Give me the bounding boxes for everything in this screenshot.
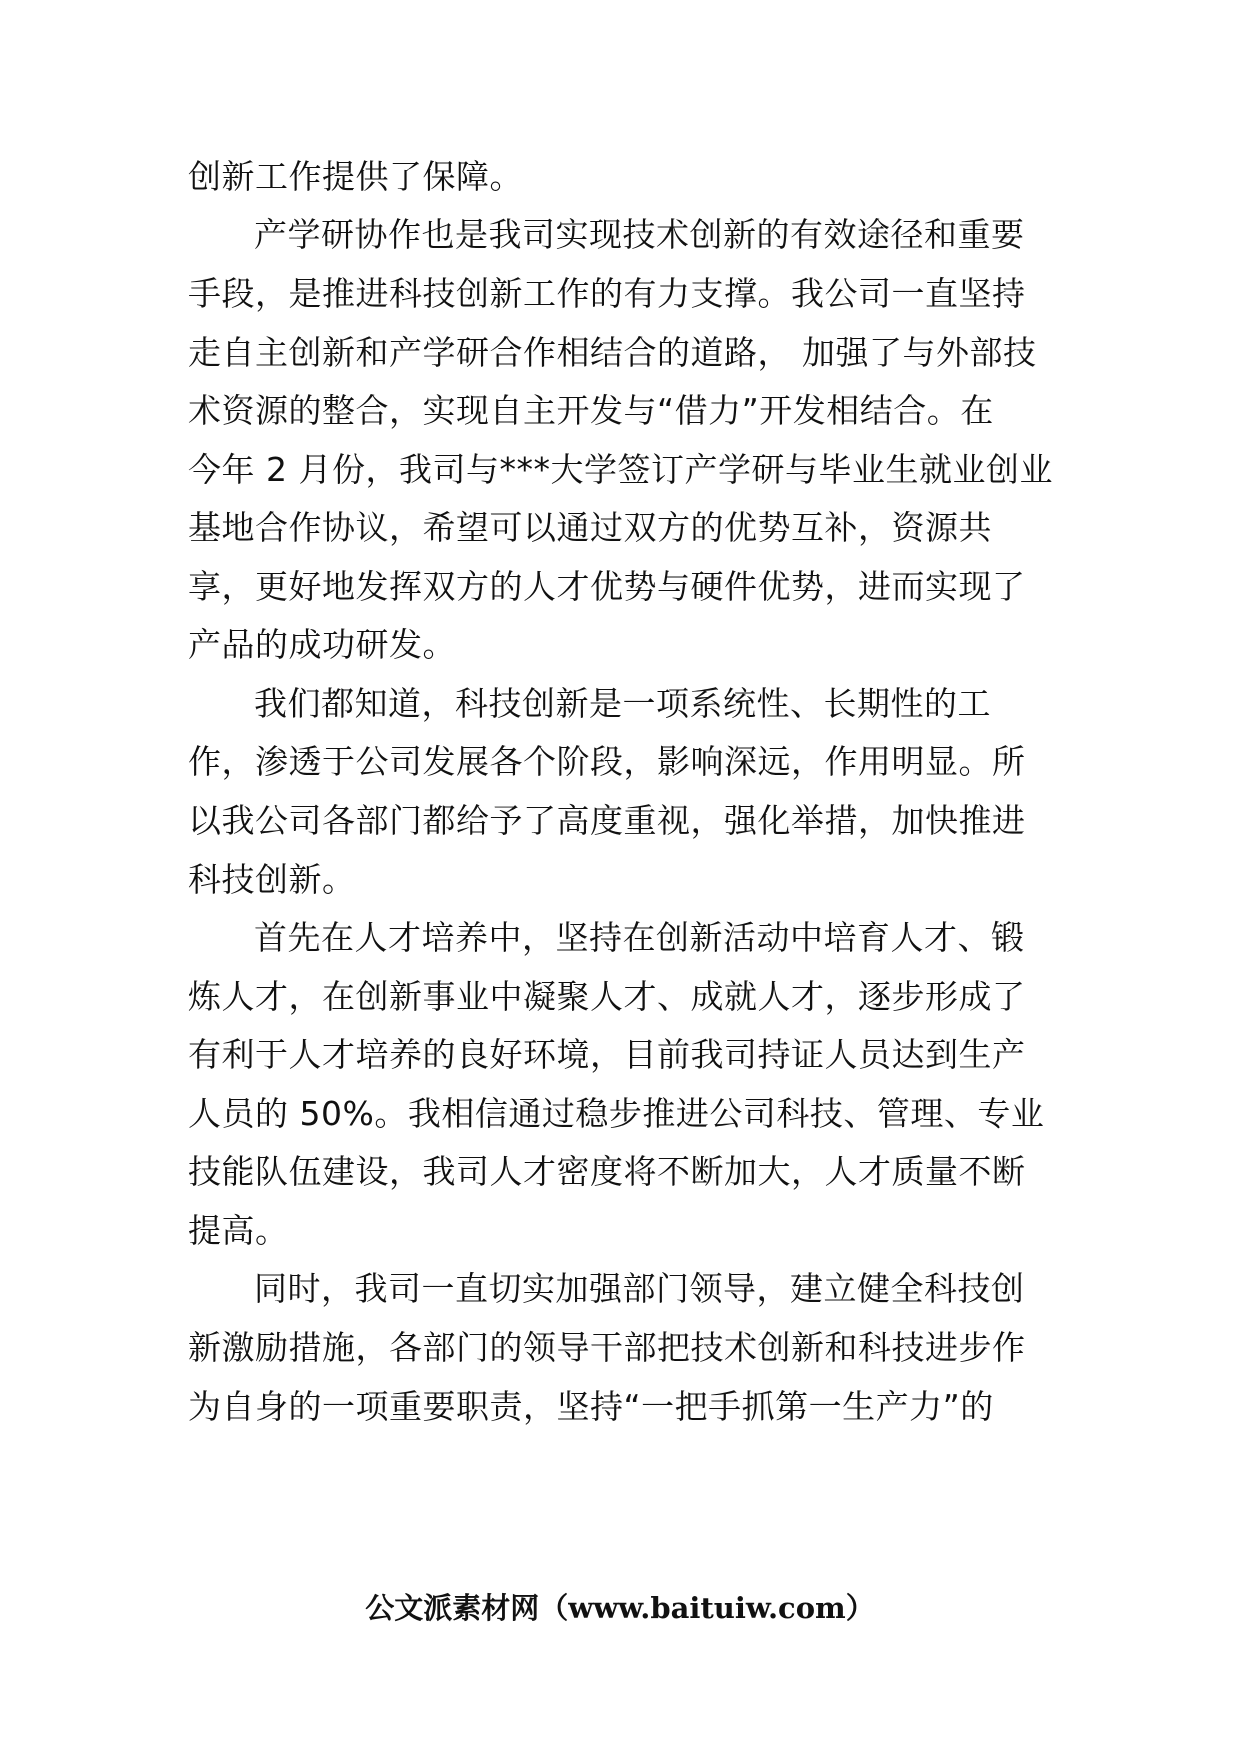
text-line: 首先在人才培养中，坚持在创新活动中培育人才、锻 bbox=[254, 918, 1025, 957]
text-line: 科技创新。 bbox=[188, 860, 356, 899]
text-line: 产学研协作也是我司实现技术创新的有效途径和重要 bbox=[254, 215, 1025, 254]
text-line: 今年 2 月份，我司与***大学签订产学研与毕业生就业创业 bbox=[188, 450, 1053, 489]
text-line: 作，渗透于公司发展各个阶段，影响深远，作用明显。所 bbox=[188, 742, 1026, 781]
text-line: 技能队伍建设，我司人才密度将不断加大，人才质量不断 bbox=[188, 1152, 1026, 1191]
text-line: 术资源的整合，实现自主开发与“借力”开发相结合。在 bbox=[188, 391, 994, 430]
text-line: 产品的成功研发。 bbox=[188, 625, 456, 664]
text-line: 人员的 50%。我相信通过稳步推进公司科技、管理、专业 bbox=[188, 1094, 1045, 1133]
text-line: 为自身的一项重要职责，坚持“一把手抓第一生产力”的 bbox=[188, 1387, 994, 1426]
text-line: 有利于人才培养的良好环境，目前我司持证人员达到生产 bbox=[188, 1035, 1026, 1074]
text-line: 提高。 bbox=[188, 1211, 289, 1250]
text-line: 同时，我司一直切实加强部门领导，建立健全科技创 bbox=[254, 1269, 1025, 1308]
text-line: 享，更好地发挥双方的人才优势与硬件优势，进而实现了 bbox=[188, 567, 1026, 606]
text-line: 手段，是推进科技创新工作的有力支撑。我公司一直坚持 bbox=[188, 274, 1026, 313]
text-line: 基地合作协议，希望可以通过双方的优势互补，资源共 bbox=[188, 508, 992, 547]
text-line: 创新工作提供了保障。 bbox=[188, 157, 523, 196]
text-line: 新激励措施，各部门的领导干部把技术创新和科技进步作 bbox=[188, 1328, 1026, 1367]
text-line: 炼人才，在创新事业中凝聚人才、成就人才，逐步形成了 bbox=[188, 977, 1026, 1016]
text-line: 以我公司各部门都给予了高度重视，强化举措，加快推进 bbox=[188, 801, 1026, 840]
text-line: 走自主创新和产学研合作相结合的道路， 加强了与外部技 bbox=[188, 333, 1037, 372]
text-line: 我们都知道，科技创新是一项系统性、长期性的工 bbox=[254, 684, 991, 723]
page-footer: 公文派素材网（www.baituiw.com） bbox=[365, 1591, 875, 1625]
